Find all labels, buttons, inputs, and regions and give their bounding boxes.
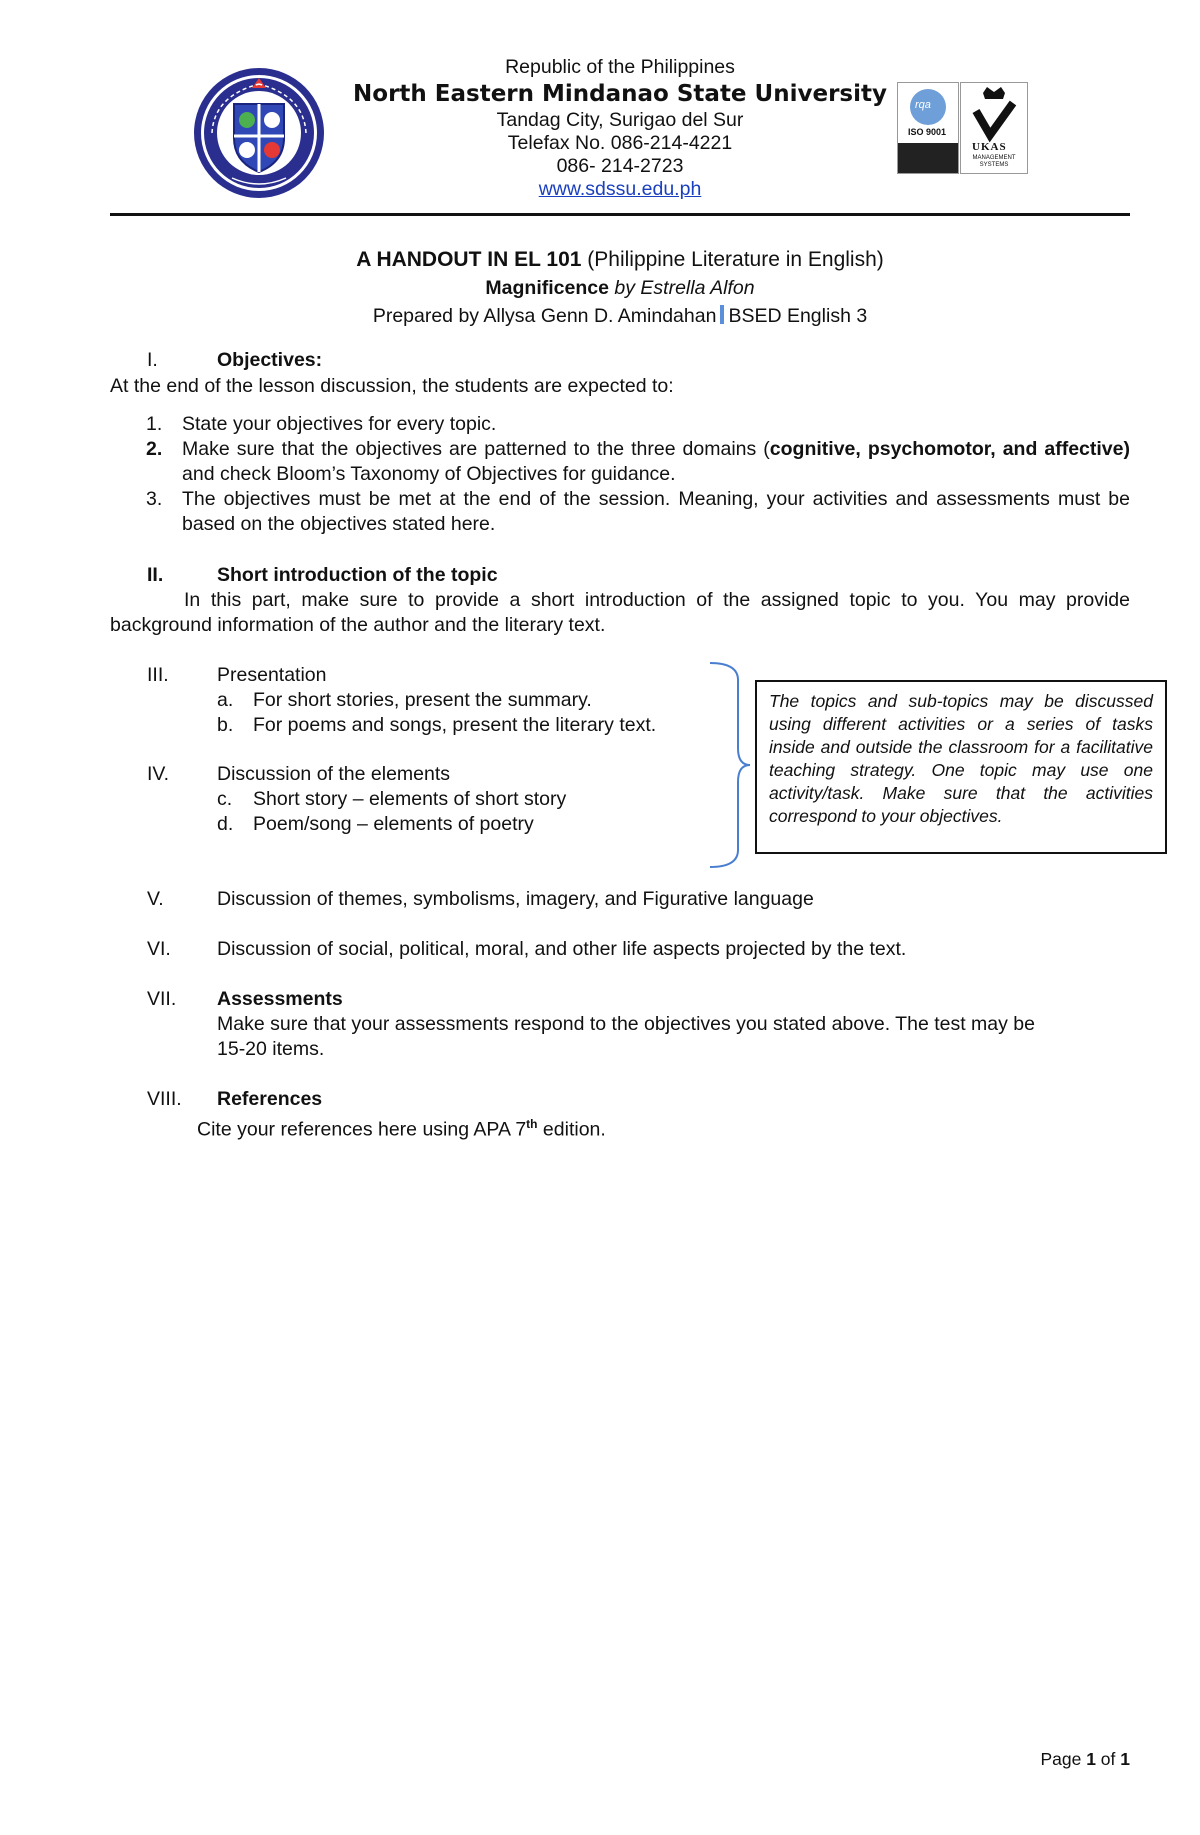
section-6-heading: Discussion of social, political, moral, and other life aspects projected by the text.: [217, 938, 907, 960]
rqa-mark: rqa: [915, 99, 931, 111]
section-1-heading: Objectives:: [217, 349, 323, 371]
section-7-heading: Assessments: [217, 988, 343, 1010]
section-3-heading: Presentation: [217, 664, 327, 686]
section-4-heading: Discussion of the elements: [217, 763, 451, 785]
section-1-intro: At the end of the lesson discussion, the students are expected to:: [110, 375, 674, 397]
section-8-body-text: edition.: [537, 1118, 606, 1141]
section-2-heading: Short introduction of the topic: [217, 564, 498, 586]
phone-line: 086- 214-2723: [556, 155, 684, 177]
section-1-number: I.: [147, 349, 158, 371]
sub-item-letter: b.: [217, 714, 234, 736]
republic-line: Republic of the Philippines: [505, 56, 735, 78]
sub-item-text: Short story – elements of short story: [253, 788, 567, 810]
handout-title: [110, 246, 1130, 274]
sub-item-text: For poems and songs, present the literary text.: [253, 714, 657, 736]
section-5-number: V.: [147, 888, 164, 910]
objective-text-part: and check Bloom’s Taxonomy of Objectives for guidance.: [182, 463, 676, 485]
address-line: Tandag City, Surigao del Sur: [496, 109, 744, 131]
prepared-line: [110, 302, 1130, 330]
section-2-body-first: In this part, make sure to provide a short introduction of the assigned topic to you. You may provide: [184, 589, 1130, 611]
story-author: by Estrella Alfon: [608, 277, 755, 299]
sub-item-letter: a.: [217, 689, 234, 711]
objective-number: 1.: [146, 413, 163, 435]
section-8-body-text: Cite your references here using APA 7: [197, 1118, 527, 1141]
objective-number: 3.: [146, 488, 163, 510]
page-word: Page: [1040, 1749, 1087, 1769]
ordinal-suffix: th: [526, 1117, 538, 1131]
of-word: of: [1095, 1749, 1121, 1769]
iso-label: ISO 9001: [908, 127, 947, 137]
story-line: [110, 274, 1130, 302]
objective-text: [182, 437, 1130, 487]
sub-item-text: For short stories, present the summary.: [253, 689, 592, 711]
section-7-body-2: 15-20 items.: [217, 1038, 325, 1060]
section-8-number: VIII.: [147, 1088, 182, 1110]
section-2-body-second: background information of the author and the literary text.: [110, 614, 606, 636]
section-6-number: VI.: [147, 938, 171, 960]
section-8-body: [197, 1112, 606, 1143]
telefax-line: Telefax No. 086-214-4221: [507, 132, 733, 154]
handout-title-bold: A HANDOUT IN EL 101: [356, 248, 582, 271]
section-2-number: II.: [147, 564, 164, 586]
handout-title-block: [110, 246, 1130, 330]
story-title: Magnificence: [485, 277, 609, 299]
objective-text-part: Make sure that the objectives are patterned to the three domains (: [182, 438, 770, 460]
program: BSED English 3: [728, 305, 868, 327]
letterhead: [300, 56, 940, 201]
objective-domains: cognitive, psychomotor, and affective): [769, 438, 1130, 460]
handout-title-rest: (Philippine Literature in English): [581, 248, 884, 271]
objective-number: 2.: [146, 438, 163, 460]
objective-text: The objectives must be met at the end of the session. Meaning, your activities and assessments must be based on the objectives stated here.: [182, 488, 1130, 535]
page-total: 1: [1120, 1749, 1130, 1769]
ukas-sub-label: MANAGEMENT SYSTEMS: [972, 155, 1016, 168]
prepared-by: Prepared by Allysa Genn D. Amindahan: [372, 305, 717, 327]
university-name: North Eastern Mindanao State University: [353, 81, 887, 107]
ukas-certification-logo: [960, 82, 1028, 174]
header-divider: [110, 213, 1130, 216]
section-5-heading: Discussion of themes, symbolisms, imagery, and Figurative language: [217, 888, 814, 910]
sub-item-text: Poem/song – elements of poetry: [253, 813, 534, 835]
section-8-heading: References: [217, 1088, 323, 1110]
objective-text: State your objectives for every topic.: [182, 413, 497, 435]
callout-note-box: The topics and sub-topics may be discussed using different activities or a series of tasks inside and outside the classroom for a facilitative teaching strategy. One topic may use one activity/task. Make sure that the activities correspond to your objectives.: [755, 680, 1167, 854]
sub-item-letter: c.: [217, 788, 233, 810]
page-number-footer: [1040, 1749, 1130, 1770]
website-link[interactable]: www.sdssu.edu.ph: [538, 178, 702, 200]
section-3-number: III.: [147, 664, 169, 686]
section-7-body-1: Make sure that your assessments respond to the objectives you stated above. The test may be: [217, 1013, 1036, 1035]
section-7-number: VII.: [147, 988, 177, 1010]
ukas-label: UKAS: [972, 141, 1007, 153]
separator-bar: [720, 305, 724, 324]
sub-item-letter: d.: [217, 813, 234, 835]
section-4-number: IV.: [147, 763, 170, 785]
page-current: 1: [1086, 1749, 1096, 1769]
